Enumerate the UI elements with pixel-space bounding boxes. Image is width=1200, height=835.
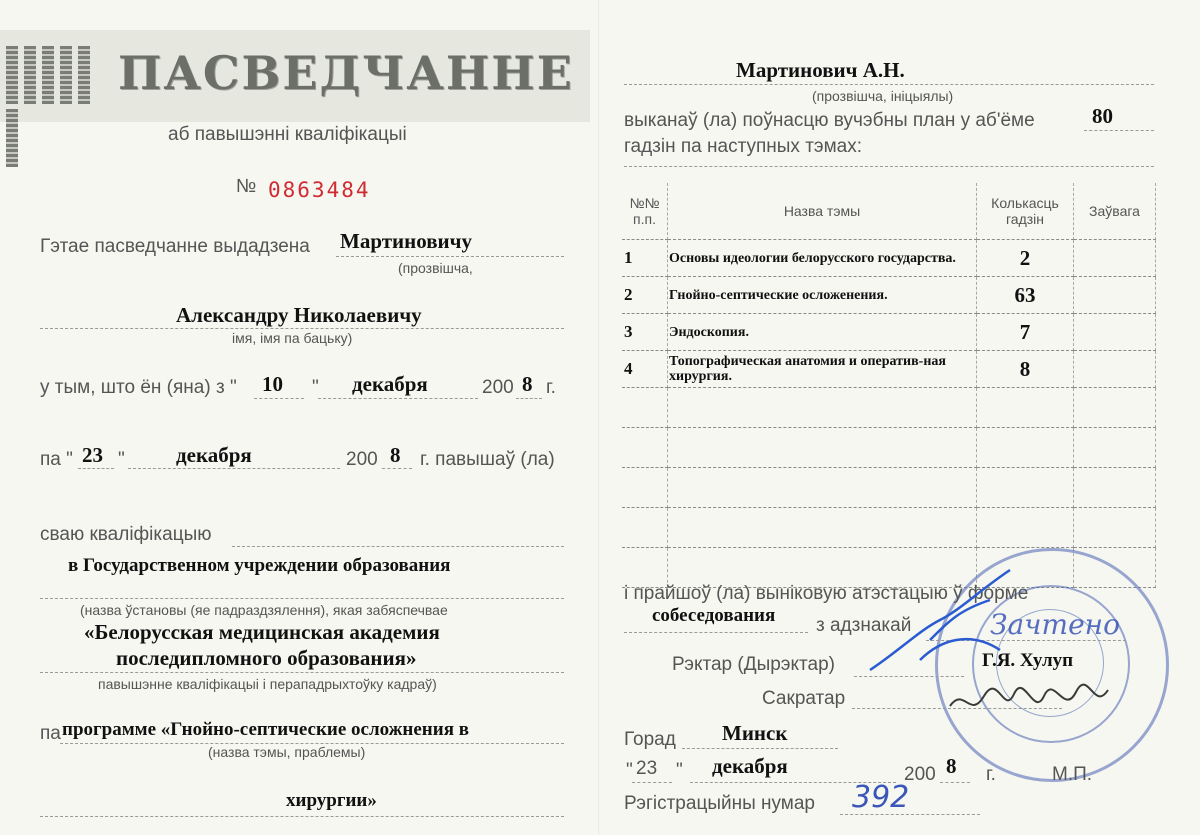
- to-suffix: г. павышаў (ла): [420, 449, 555, 470]
- row-hours: 7: [977, 314, 1074, 351]
- row-hours: 63: [977, 277, 1074, 314]
- header-hours: Колькасць гадзін: [977, 183, 1074, 240]
- row-hours: 8: [977, 351, 1074, 388]
- issued-label: Гэтае пасведчанне выдадзена: [40, 236, 310, 257]
- table-row-empty: [622, 468, 1156, 508]
- row-number: 2: [622, 277, 668, 314]
- row-topic: Эндоскопия.: [668, 314, 977, 351]
- registration-label: Рэгістрацыйны нумар: [624, 793, 815, 814]
- to-day: 23: [82, 443, 103, 467]
- seal-label: М.П.: [1052, 764, 1093, 785]
- surname-value: Мартиновичу: [340, 229, 472, 253]
- grade-label: з адзнакай: [816, 615, 912, 636]
- qualification-label: сваю кваліфікацыю: [40, 524, 212, 545]
- surname-caption: (прозвішча,: [398, 260, 473, 276]
- from-year-prefix: 200: [482, 377, 514, 398]
- certificate-title: ПАСВЕДЧАННЕ: [118, 46, 574, 100]
- date-suffix: г.: [986, 764, 996, 785]
- to-year-prefix: 200: [346, 449, 378, 470]
- date-month: декабря: [712, 754, 788, 778]
- from-day: 10: [262, 372, 283, 396]
- header-number: №№ п.п.: [622, 183, 668, 240]
- table-row-empty: [622, 508, 1156, 548]
- row-number: 3: [622, 314, 668, 351]
- row-note: [1074, 351, 1156, 388]
- table-row: [622, 240, 1156, 277]
- from-month: декабря: [352, 372, 428, 396]
- row-number: 1: [622, 240, 668, 277]
- to-label: па ": [40, 449, 73, 470]
- secretary-signature-icon: [944, 676, 1114, 732]
- quote-close: ": [312, 377, 319, 398]
- to-month: декабря: [176, 443, 252, 467]
- row-topic: Топографическая анатомия и оператив-ная хирургия.: [668, 351, 977, 388]
- to-year-digit: 8: [390, 443, 401, 467]
- header-note: Заўвага: [1074, 183, 1156, 240]
- date-day: 23: [636, 758, 658, 779]
- city-value: Минск: [722, 721, 788, 745]
- row-note: [1074, 314, 1156, 351]
- city-label: Горад: [624, 729, 676, 750]
- from-year-suffix: г.: [546, 377, 556, 398]
- institution-line1: в Государственном учреждении образования: [68, 555, 451, 576]
- from-year-digit: 8: [522, 372, 533, 396]
- table-row: [622, 351, 1156, 388]
- header-topic: Назва тэмы: [668, 183, 977, 240]
- title-ornament: [6, 46, 110, 104]
- certificate-subtitle: аб павышэнні кваліфікацыі: [168, 124, 407, 145]
- plan-label-2: гадзін па наступных тэмах:: [624, 136, 863, 157]
- student-name: Мартинович А.Н.: [736, 58, 905, 82]
- institution-line2: «Белорусская медицинская академия: [84, 620, 440, 644]
- certificate-number: 0863484: [268, 178, 371, 202]
- row-hours: 2: [977, 240, 1074, 277]
- row-number: 4: [622, 351, 668, 388]
- date-year-prefix: 200: [904, 764, 936, 785]
- registration-number: 392: [852, 780, 910, 815]
- date-quote-open: ": [626, 760, 633, 781]
- program-prefix: па: [40, 723, 61, 744]
- rector-signature-icon: [860, 560, 1030, 680]
- secretary-label: Сакратар: [762, 688, 846, 709]
- to-quote-close: ": [118, 449, 125, 470]
- institution-caption: (назва ўстановы (яе падраздзялення), якая забяспечвае: [80, 602, 448, 618]
- name-value: Александру Николаевичу: [176, 303, 422, 327]
- rector-label: Рэктар (Дырэктар): [672, 654, 835, 675]
- topics-table: [622, 183, 1156, 588]
- plan-label: выканаў (ла) поўнасцю вучэбны план у аб'ёме: [624, 110, 1035, 131]
- grade-value: Зачтено: [990, 608, 1120, 641]
- name-caption: імя, імя па бацьку): [232, 330, 353, 346]
- hours-total: 80: [1092, 104, 1113, 128]
- date-year-digit: 8: [946, 754, 957, 778]
- table-row: [622, 277, 1156, 314]
- attestation-value: собеседования: [652, 605, 776, 626]
- program-value: программе «Гнойно-септические осложнения в: [62, 719, 469, 740]
- institution-line3: последипломного образования»: [116, 646, 417, 670]
- attestation-label: і прайшоў (ла) выніковую атэстацыю ў форме: [624, 583, 1029, 604]
- period-from-label: у тым, што ён (яна) з ": [40, 377, 237, 398]
- rector-name: Г.Я. Хулуп: [982, 650, 1074, 671]
- row-note: [1074, 240, 1156, 277]
- table-row-empty: [622, 388, 1156, 428]
- table-row-empty: [622, 428, 1156, 468]
- student-caption: (прозвішча, ініцыялы): [812, 88, 954, 104]
- institution-caption2: павышэнне кваліфікацыі і перападрыхтоўку кадраў): [98, 676, 437, 692]
- table-header-row: [622, 183, 1156, 240]
- row-note: [1074, 277, 1156, 314]
- program-value2: хирургии»: [286, 790, 377, 811]
- row-topic: Основы идеологии белорусского государства.: [668, 240, 977, 277]
- date-quote-close: ": [676, 760, 683, 781]
- table-row: [622, 314, 1156, 351]
- number-prefix: №: [236, 176, 257, 197]
- row-topic: Гнойно-септические осложенения.: [668, 277, 977, 314]
- program-caption: (назва тэмы, праблемы): [208, 744, 366, 760]
